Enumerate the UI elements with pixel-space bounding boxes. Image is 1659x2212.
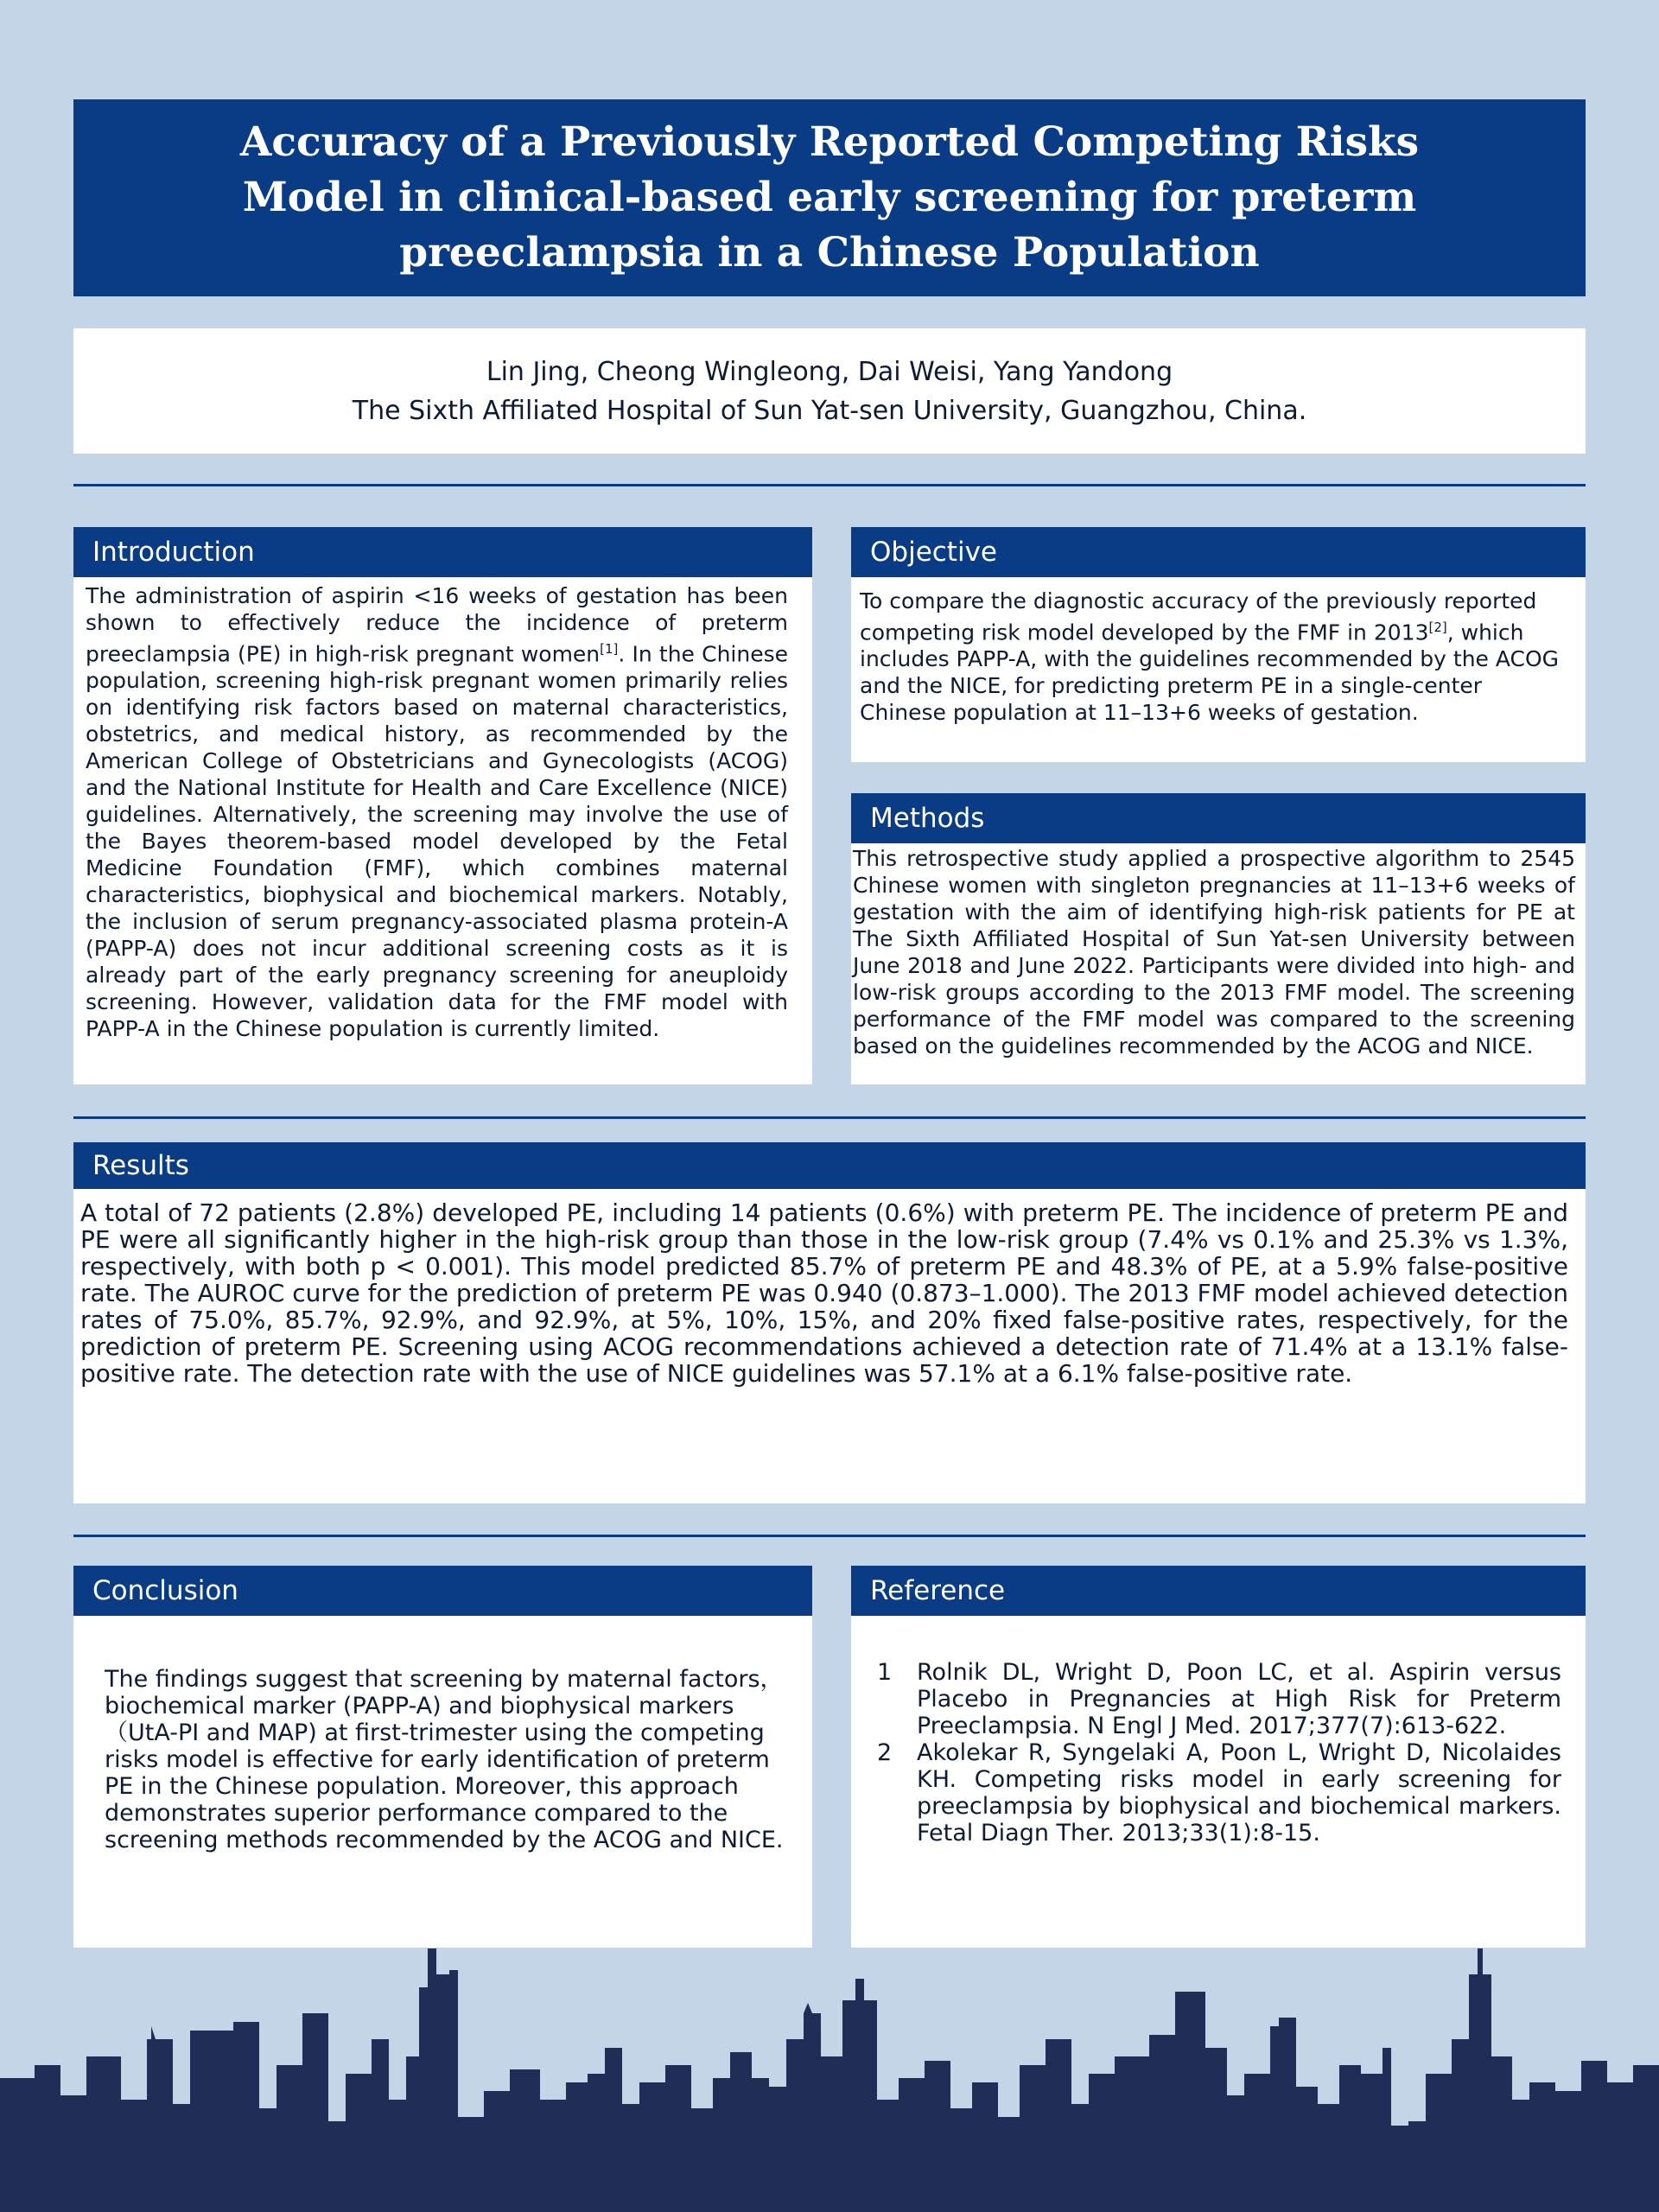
results-text: A total of 72 patients (2.8%) developed PE, including 14 patients (0.6%) with preterm PE. The incidence of preterm PE and PE were all significantly higher in the high-risk group than those in the low-risk group (7.4% vs 0.1% and 25.3% vs 1.3%, respectively, with both p < 0.001). This model predicted 85.7% of preterm PE and 48.3% of PE, at a 5.9% false-positive rate. The AUROC curve for the prediction of preterm PE was 0.940 (0.873–1.000). The 2013 FMF model achieved detection rates of 75.0%, 85.7%, 92.9%, and 92.9%, at 5%, 10%, 15%, and 20% fixed false-positive rates, respectively, for the prediction of preterm PE. Screening using ACOG recommendations achieved a detection rate of 71.4% at a 13.1% false-positive rate. The detection rate with the use of NICE guidelines was 57.1% at a 6.1% false-positive rate. bbox=[80, 1198, 1568, 1388]
reference-text: Akolekar R, Syngelaki A, Poon L, Wright D, Nicolaides KH. Competing risks model in early screening for preeclampsia by biophysical and biochemical markers. Fetal Diagn Ther. 2013;33(1):8-15. bbox=[917, 1739, 1561, 1847]
reference-panel bbox=[851, 1566, 1586, 1948]
authors-box bbox=[73, 328, 1586, 454]
reference-number: 1 bbox=[877, 1659, 893, 1686]
divider-rule bbox=[73, 1535, 1586, 1537]
introduction-heading: Introduction bbox=[73, 527, 812, 577]
objective-text: To compare the diagnostic accuracy of the previously reported competing risk model developed by the FMF in 2013[2], which includes PAPP-A, with the guidelines recommended by the ACOG and the NICE, for predicting preterm PE in a single-center Chinese population at 11–13+6 weeks of gestation. bbox=[860, 588, 1560, 726]
divider-rule bbox=[73, 1116, 1586, 1119]
authors: Lin Jing, Cheong Wingleong, Dai Weisi, Yang Yandong bbox=[486, 356, 1173, 387]
conclusion-text: The findings suggest that screening by maternal factors，biochemical marker (PAPP-A) and biophysical markers（UtA-PI and MAP) at first-trimester using the competing risks model is effective for early identification of preterm PE in the Chinese population. Moreover, this approach demonstrates superior performance compared to the screening methods recommended by the ACOG and NICE. bbox=[105, 1666, 784, 1853]
results-heading: Results bbox=[73, 1142, 1586, 1189]
objective-panel bbox=[851, 527, 1586, 762]
reference-list bbox=[851, 1616, 1586, 1847]
poster-title: Accuracy of a Previously Reported Competing Risks Model in clinical-based early screening for preterm preeclampsia in a Chinese Population bbox=[239, 118, 1420, 276]
results-panel bbox=[73, 1142, 1586, 1503]
objective-ref-mark: [2] bbox=[1428, 620, 1447, 635]
methods-heading: Methods bbox=[851, 793, 1586, 843]
introduction-panel bbox=[73, 527, 812, 1084]
methods-panel bbox=[851, 793, 1586, 1084]
introduction-text: The administration of aspirin <16 weeks of gestation has been shown to effectively reduce the incidence of preterm preeclampsia (PE) in high-risk pregnant women[1]. In the Chinese population, screening high-risk pregnant women primarily relies on identifying risk factors based on maternal characteristics, obstetrics, and medical history, as recommended by the American College of Obstetricians and Gynecologists (ACOG) and the National Institute for Health and Care Excellence (NICE) guidelines. Alternatively, the screening may involve the use of the Bayes theorem-based model developed by the Fetal Medicine Foundation (FMF), which combines maternal characteristics, biophysical and biochemical markers. Notably, the inclusion of serum pregnancy-associated plasma protein-A (PAPP-A) does not incur additional screening costs as it is already part of the early pregnancy screening for aneuploidy screening. However, validation data for the FMF model with PAPP-A in the Chinese population is currently limited. bbox=[86, 583, 788, 1042]
city-skyline-graphic bbox=[0, 1936, 1659, 2212]
conclusion-panel bbox=[73, 1566, 812, 1948]
reference-item bbox=[877, 1739, 1561, 1847]
reference-number: 2 bbox=[877, 1739, 893, 1766]
objective-heading: Objective bbox=[851, 527, 1586, 577]
divider-rule bbox=[73, 484, 1586, 486]
introduction-ref-mark: [1] bbox=[600, 641, 619, 657]
affiliation: The Sixth Affiliated Hospital of Sun Yat-sen University, Guangzhou, China. bbox=[352, 395, 1307, 426]
methods-text: This retrospective study applied a prospective algorithm to 2545 Chinese women with singleton pregnancies at 11–13+6 weeks of gestation with the aim of identifying high-risk patients for PE at The Sixth Affiliated Hospital of Sun Yat-sen University between June 2018 and June 2022. Participants were divided into high- and low-risk groups according to the 2013 FMF model. The screening performance of the FMF model was compared to the screening based on the guidelines recommended by the ACOG and NICE. bbox=[853, 846, 1575, 1058]
title-banner bbox=[73, 99, 1586, 296]
reference-heading: Reference bbox=[851, 1566, 1586, 1616]
reference-item bbox=[877, 1659, 1561, 1739]
conclusion-heading: Conclusion bbox=[73, 1566, 812, 1616]
reference-text: Rolnik DL, Wright D, Poon LC, et al. Aspirin versus Placebo in Pregnancies at High Risk for Preterm Preeclampsia. N Engl J Med. 2017;377(7):613-622. bbox=[917, 1659, 1561, 1739]
